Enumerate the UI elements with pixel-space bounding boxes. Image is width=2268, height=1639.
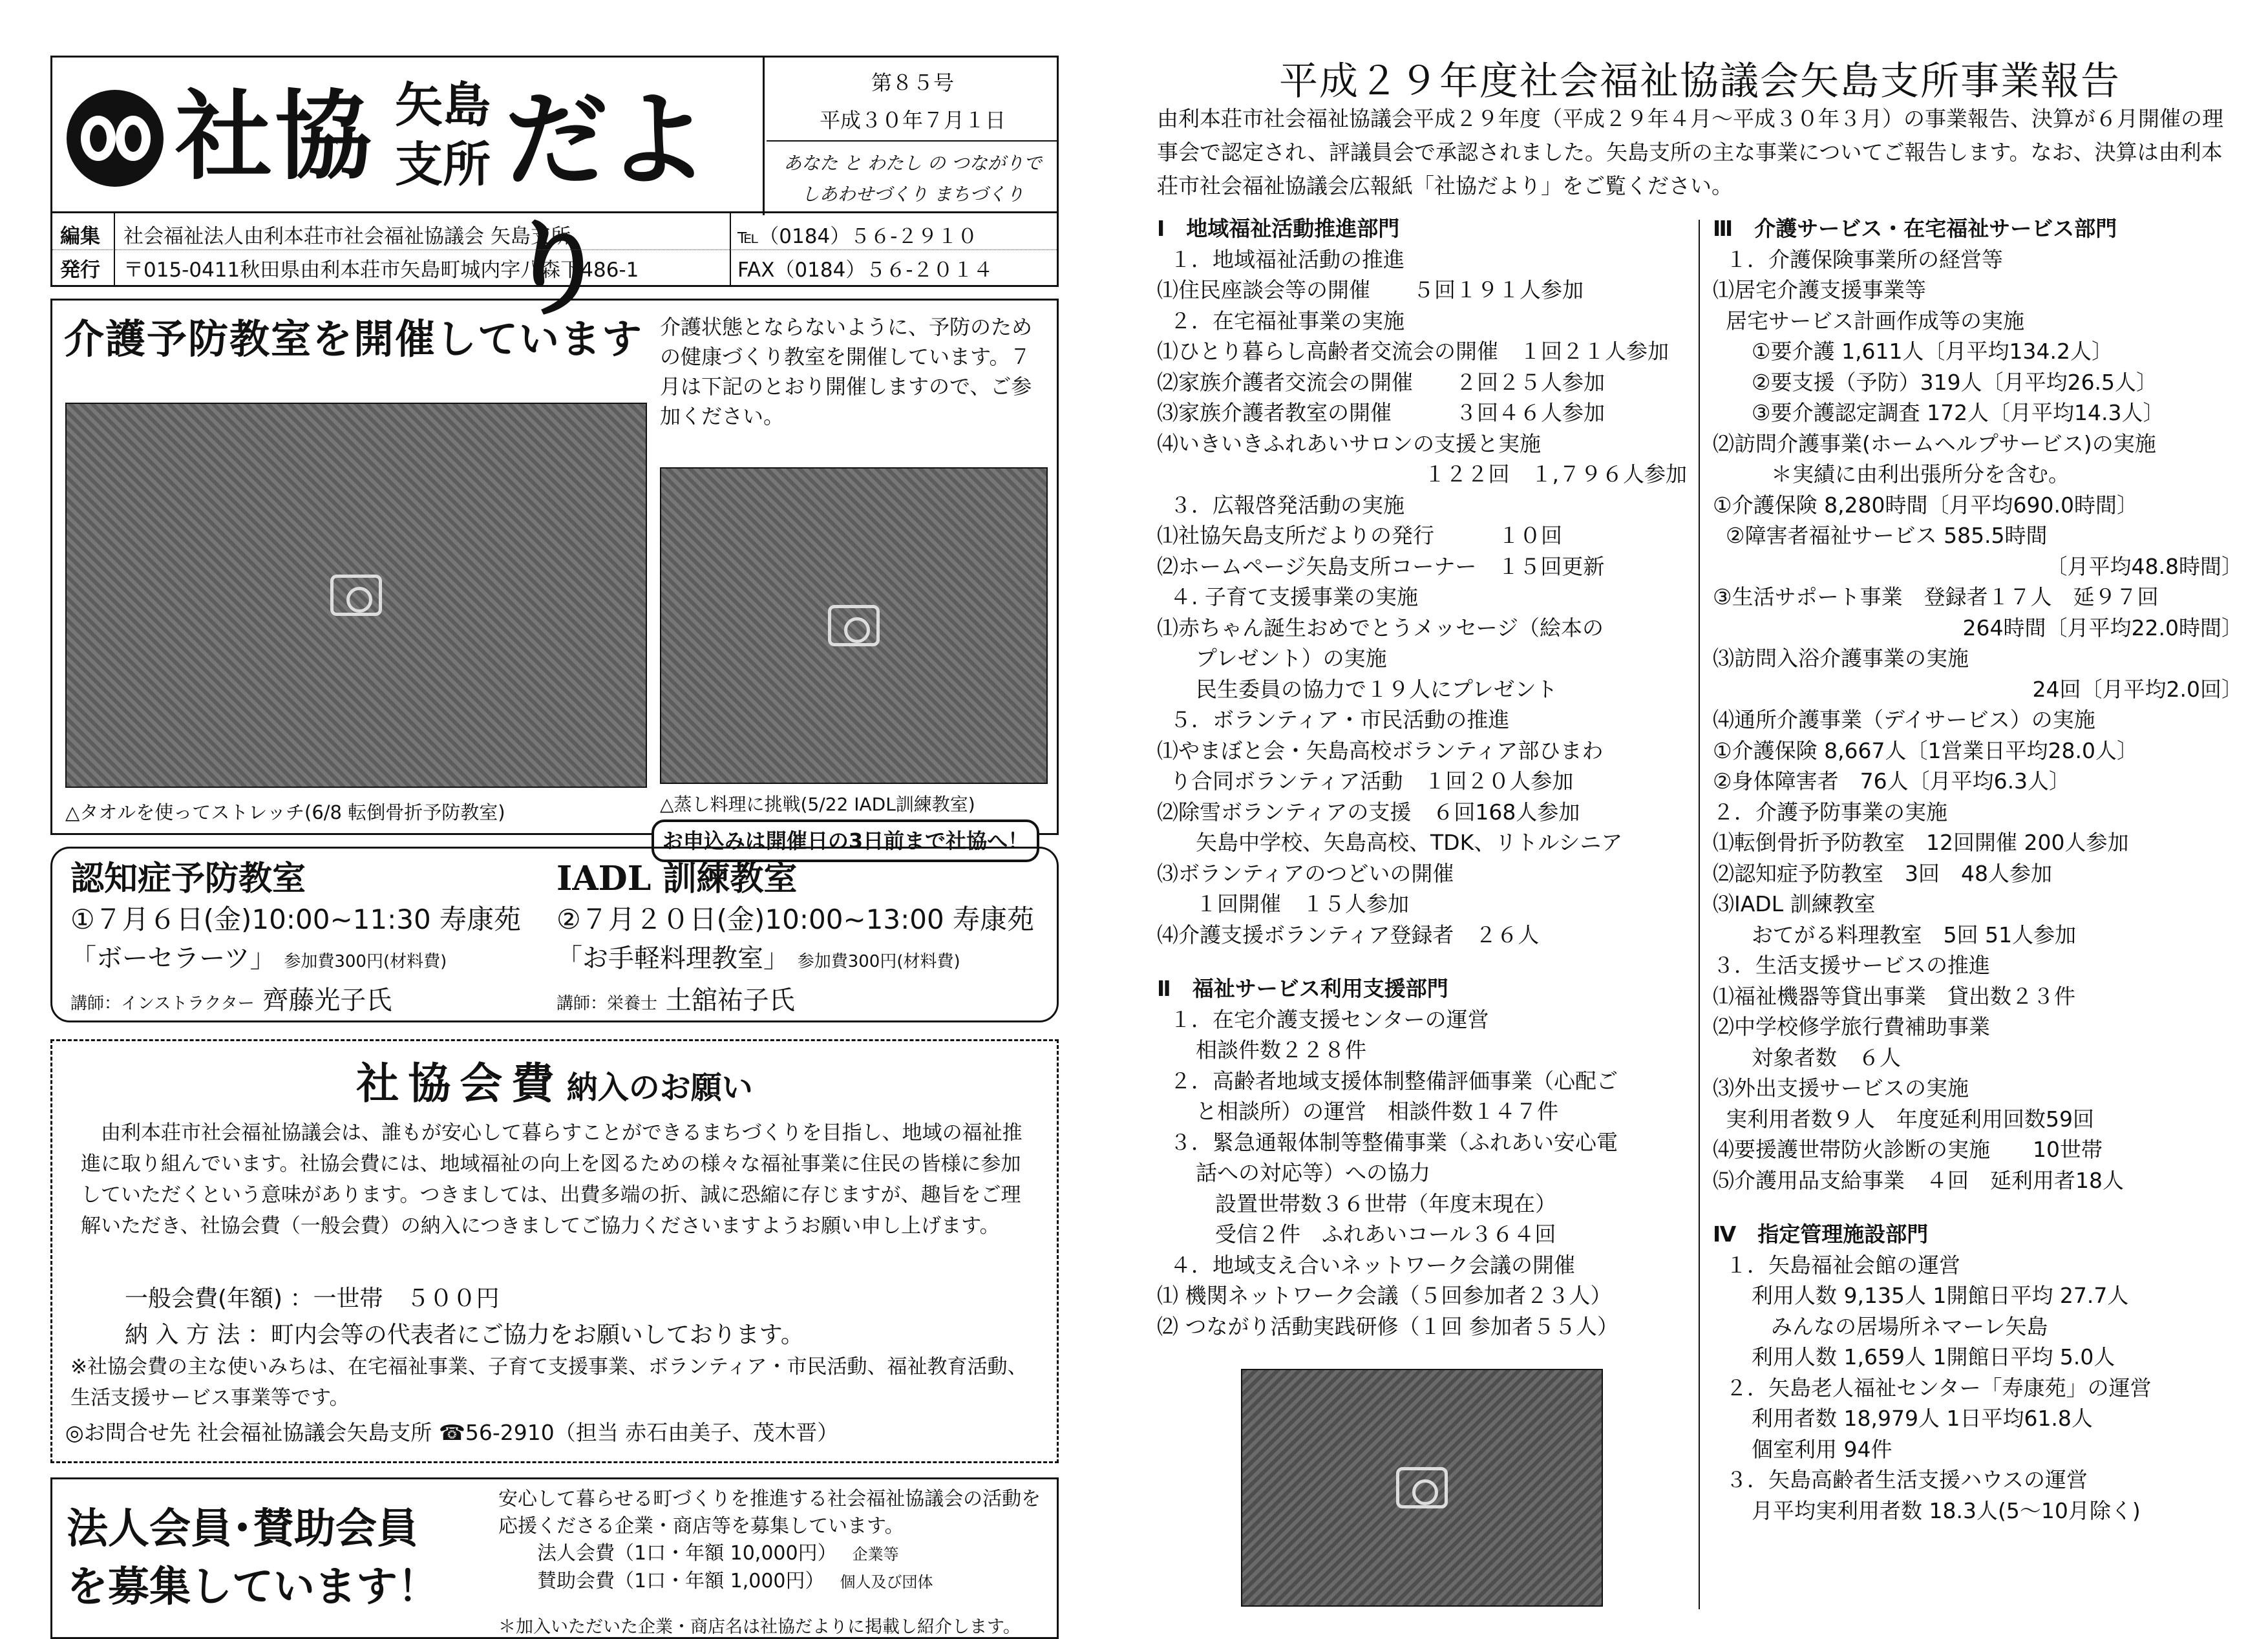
report-line: ⑷いきいきふれあいサロンの支援と実施 — [1157, 430, 1541, 456]
report-line: 264時間〔月平均22.0時間〕 — [1962, 615, 2243, 640]
report-line: ⑶外出支援サービスの実施 — [1713, 1075, 1969, 1101]
kaihi-title: 社協会費 — [356, 1058, 564, 1108]
report-line: ⑷通所介護事業（デイサービス）の実施 — [1713, 707, 2095, 732]
class-course — [556, 939, 1034, 981]
class-fee: 参加費300円(材料費) — [284, 952, 447, 971]
publisher-info — [50, 213, 1059, 287]
report-line: ①介護保険 8,280時間〔月平均690.0時間〕 — [1713, 492, 2139, 518]
report-line: ⑴社協矢島支所だよりの発行 １０回 — [1157, 523, 1562, 548]
report-line: みんなの居場所ネマーレ矢島 — [1771, 1313, 2048, 1339]
member-fee-support-note: 個人及び団体 — [840, 1573, 933, 1591]
report-line: ⑶家族介護者教室の開催 ３回４６人参加 — [1157, 400, 1605, 425]
report-line: ⑵中学校修学旅行費補助事業 — [1713, 1014, 1990, 1039]
photo-icon — [1396, 1467, 1448, 1508]
photo-icon — [330, 575, 382, 616]
class-fee: 参加費300円(材料費) — [797, 952, 960, 971]
class-lecturer-name: 土舘祐子氏 — [665, 986, 795, 1015]
report-line: ２．在宅福祉事業の実施 — [1170, 308, 1404, 333]
report-line: ⑵認知症予防教室 3回 48人参加 — [1713, 860, 2052, 886]
report-intro: 由利本荘市社会福祉協議会平成２９年度（平成２９年４月～平成３０年３月）の事業報告、決算が６月開催の理事会で認定され、評議員会で承認されました。矢島支所の主な事業についてご報告します。なお、決算は由利本荘市社会福祉協議会広報紙「社協だより」をご覧ください。 — [1157, 106, 2223, 198]
report-line: ②身体障害者 76人〔月平均6.3人〕 — [1713, 768, 2071, 794]
class-course-name: 「お手軽料理教室」 — [556, 944, 789, 973]
report-line: ４．地域支え合いネットワーク会議の開催 — [1170, 1252, 1575, 1278]
photo-caption-cooking: △蒸し料理に挑戦(5/22 IADL訓練教室) — [660, 794, 975, 815]
class-course — [70, 939, 521, 981]
issue-address: 〒015-0411秋田県由利本荘市矢島町城内字八森下486-1 — [123, 259, 639, 282]
report-line: ②要支援（予防）319人〔月平均26.5人〕 — [1752, 369, 2158, 395]
member-footnote: ＊加入いただいた企業・商店名は社協だよりに掲載し紹介します。 — [498, 1617, 1021, 1637]
member-heading — [67, 1500, 439, 1616]
report-line: ⑴住民座談会等の開催 ５回１９１人参加 — [1157, 277, 1584, 302]
newsletter-title-dayori: だより — [505, 79, 707, 330]
report-line: 個室利用 94件 — [1752, 1436, 1892, 1462]
cooking-photo — [660, 467, 1048, 784]
report-line: ⑸介護用品支給事業 ４回 延利用者18人 — [1713, 1167, 2124, 1193]
report-section-heading: Ⅱ 福祉サービス利用支援部門 — [1157, 976, 1448, 1001]
member-fee-support — [498, 1568, 1054, 1596]
kaihi-section — [50, 1039, 1059, 1463]
report-line: ３．矢島高齢者生活支援ハウスの運営 — [1726, 1467, 2088, 1492]
class-course-name: 「ボーセラーツ」 — [70, 944, 276, 973]
report-line: ⑷介護支援ボランティア登録者 ２６人 — [1157, 922, 1540, 947]
report-line: ⑵訪問介護事業(ホームヘルプサービス)の実施 — [1713, 430, 2156, 456]
report-line: ②障害者福祉サービス 585.5時間 — [1726, 523, 2048, 548]
meeting-photo — [1241, 1369, 1603, 1607]
report-line: り合同ボランティア活動 １回２０人参加 — [1170, 768, 1574, 794]
report-section-heading: Ⅳ 指定管理施設部門 — [1713, 1221, 1929, 1247]
report-column-1 — [1157, 213, 1687, 1342]
class-lecturer — [556, 981, 1034, 1023]
classes-section — [50, 847, 1059, 1022]
issue-number: 第８５号 — [871, 70, 954, 95]
report-line: ⑴居宅介護支援事業等 — [1713, 277, 1926, 302]
member-fee-corp-text: 法人会費（1口・年額 10,000円） — [537, 1542, 837, 1565]
class-lecturer-role: 講師：インストラクター — [70, 994, 255, 1013]
report-line: ４. 子育て支援事業の実施 — [1170, 584, 1418, 609]
report-line: 民生委員の協力で１９人にプレゼント — [1196, 676, 1558, 702]
report-line: ＊実績に由利出張所分を含む。 — [1771, 461, 2070, 487]
report-title: 平成２９年度社会福祉協議会矢島支所事業報告 — [1279, 59, 2121, 104]
newsletter-branch — [395, 76, 491, 195]
edit-value: 社会福祉法人由利本荘市社会福祉協議会 矢島支所 — [123, 225, 571, 248]
kaigo-body: 介護状態とならないように、予防のための健康づくり教室を開催しています。７月は下記のとおり開催しますので、ご参加ください。 — [660, 315, 1033, 428]
report-line: 利用人数 1,659人 1開館日平均 5.0人 — [1752, 1344, 2115, 1369]
report-line: ⑴赤ちゃん誕生おめでとうメッセージ（絵本の — [1157, 615, 1604, 640]
kaihi-method: 納 入 方 法 ：町内会等の代表者にご協力をお願いしております。 — [125, 1322, 804, 1348]
class-title: IADL 訓練教室 — [556, 859, 798, 898]
class-lecturer-role: 講師：栄養士 — [556, 994, 658, 1013]
report-column-2 — [1713, 213, 2243, 1526]
report-line: ⑶ボランティアのつどいの開催 — [1157, 860, 1454, 886]
report-line: ⑶IADL 訓練教室 — [1713, 891, 1876, 916]
report-line: ⑶訪問入浴介護事業の実施 — [1713, 646, 1969, 671]
photo-icon — [828, 605, 880, 646]
report-line: １．介護保険事業所の経営等 — [1726, 246, 2003, 272]
logo-ring-left — [81, 116, 116, 161]
report-line: ２．介護予防事業の実施 — [1713, 799, 1947, 825]
newsletter-title: 社協 — [175, 79, 375, 193]
report-line — [1713, 1196, 2243, 1219]
report-line: ２．矢島老人福祉センター「寿康苑」の運営 — [1726, 1375, 2152, 1401]
motto-line1: あなた と わたし の つながりで — [783, 153, 1042, 174]
report-line: 矢島中学校、矢島高校、TDK、リトルシニア — [1196, 830, 1623, 855]
class-lecturer-name: 齊藤光子氏 — [262, 986, 392, 1015]
apply-notice: お申込みは開催日の3日前まで社協へ！ — [652, 820, 1039, 862]
report-line: ⑵ホームページ矢島支所コーナー １５回更新 — [1157, 553, 1605, 579]
report-line: ３．生活支援サービスの推進 — [1713, 953, 1990, 978]
logo-ring-right — [116, 116, 151, 161]
class-date: ②７月２０日(金)10:00~13:00 寿康苑 — [556, 904, 1035, 935]
member-fee-support-text: 賛助会費（1口・年額 1,000円） — [537, 1570, 825, 1592]
report-line: と相談所）の運営 相談件数１４７件 — [1196, 1099, 1558, 1124]
motto — [767, 140, 1059, 215]
issue-box — [767, 58, 1059, 215]
member-fee-corp — [498, 1540, 1054, 1568]
class-iadl — [556, 858, 1034, 1023]
motto-line2: しあわせづくり まちづくり — [801, 184, 1024, 205]
report-line: ⑴転倒骨折予防教室 12回開催 200人参加 — [1713, 830, 2129, 855]
kaihi-note: ※社協会費の主な使いみちは、在宅福祉事業、子育て支援事業、ボランティア・市民活動、福祉教育活動、生活支援サービス事業等です。 — [70, 1355, 1028, 1410]
report-line: ⑵除雪ボランティアの支援 ６回168人参加 — [1157, 799, 1580, 825]
report-line: 設置世帯数３６世帯（年度末現在） — [1215, 1190, 1556, 1216]
class-date: ①７月６日(金)10:00~11:30 寿康苑 — [70, 904, 522, 935]
report-line: 月平均実利用者数 18.3人(5～10月除く) — [1752, 1497, 2141, 1523]
class-lecturer — [70, 981, 521, 1023]
class-title: 認知症予防教室 — [70, 859, 306, 898]
report-section-heading: Ⅰ 地域福祉活動推進部門 — [1157, 216, 1400, 241]
kaigo-yobo-section — [50, 299, 1059, 835]
issue-label: 発行 — [60, 259, 100, 282]
member-section — [50, 1477, 1059, 1639]
report-line: １．在宅介護支援センターの運営 — [1170, 1006, 1489, 1032]
report-line: プレゼント）の実施 — [1196, 646, 1387, 671]
member-title2: を募集しています！ — [67, 1563, 439, 1611]
report-line: １．地域福祉活動の推進 — [1170, 246, 1404, 272]
report-line: ⑷要援護世帯防火診断の実施 10世帯 — [1713, 1137, 2103, 1162]
newsletter-branch-line2: 支所 — [395, 137, 491, 193]
member-text: 安心して暮らせる町づくりを推進する社会福祉協議会の活動を応援くださる企業・商店等を募集しています。 — [498, 1488, 1041, 1538]
report-line: １回開催 １５人参加 — [1196, 891, 1409, 916]
member-fee-corp-note: 企業等 — [852, 1545, 899, 1563]
report-line: ①要介護 1,611人〔月平均134.2人〕 — [1752, 339, 2114, 364]
report-line: 利用者数 18,979人 1日平均61.8人 — [1752, 1406, 2093, 1431]
report-line: 実利用者数９人 年度延利用回数59回 — [1726, 1106, 2094, 1132]
report-line: ３．緊急通報体制等整備事業（ふれあい安心電 — [1170, 1129, 1618, 1155]
report-line: ①介護保険 8,667人〔1営業日平均28.0人〕 — [1713, 737, 2139, 763]
report-line: １２２回 １,７９６人参加 — [1424, 461, 1687, 487]
kaigo-title: 介護予防教室を開催しています — [64, 315, 644, 363]
report-line: ⑴ひとり暮らし高齢者交流会の開催 １回２１人参加 — [1157, 339, 1669, 364]
report-line: 対象者数 ６人 — [1752, 1044, 1901, 1070]
report-line: ⑴やまぼと会・矢島高校ボランティア部ひまわ — [1157, 737, 1604, 763]
report-line: ３．広報啓発活動の実施 — [1170, 492, 1404, 518]
kaihi-fee: 一般会費(年額) ：一世帯 ５００円 — [125, 1285, 500, 1312]
issue-date: 平成３０年７月１日 — [819, 108, 1006, 132]
member-title1: 法人会員･賛助会員 — [67, 1505, 418, 1553]
kaihi-heading — [52, 1049, 1057, 1110]
report-line: ⑴福祉機器等貸出事業 貸出数２３件 — [1713, 983, 2075, 1009]
report-line: ⑵家族介護者交流会の開催 ２回２５人参加 — [1157, 369, 1605, 395]
report-line — [1157, 950, 1687, 973]
tel-number: ℡（0184）５６-２９１０ — [737, 225, 978, 248]
report-line: 居宅サービス計画作成等の実施 — [1726, 308, 2024, 333]
report-line: ⑵ つながり活動実践研修（１回 参加者５５人） — [1157, 1313, 1618, 1339]
stretch-photo — [65, 403, 647, 788]
report-line: ５．ボランティア・市民活動の推進 — [1170, 707, 1510, 732]
fax-number: FAX（0184）５６-２０１４ — [737, 259, 993, 282]
report-line: 受信２件 ふれあいコール３６４回 — [1215, 1221, 1556, 1247]
report-line: ③生活サポート事業 登録者１７人 延９７回 — [1713, 584, 2159, 609]
report-line: ２．高齢者地域支援体制整備評価事業（心配ご — [1170, 1068, 1618, 1094]
report-line: 〔月平均48.8時間〕 — [2046, 553, 2243, 579]
class-ninchisho — [70, 858, 521, 1023]
edit-label: 編集 — [60, 225, 100, 248]
report-line: おてがる料理教室 5回 51人参加 — [1752, 922, 2077, 947]
report-line: １．矢島福祉会館の運営 — [1726, 1252, 1960, 1278]
kaihi-contact: ◎お問合せ先 社会福祉協議会矢島支所 ☎56-2910（担当 赤石由美子、茂木晋） — [65, 1420, 839, 1445]
kaihi-title-small: 納入のお願い — [566, 1070, 753, 1106]
report-line: 相談件数２２８件 — [1196, 1037, 1366, 1063]
kaihi-body: 由利本荘市社会福祉協議会は、誰もが安心して暮らすことができるまちづくりを目指し、地域の福祉推進に取り組んでいます。社協会費には、地域福祉の向上を図るための様々な福祉事業に住民の皆様に参加していただくという意味があります。つきましては、出費多端の折、誠に恐縮に存じますが、趣旨をご理解いただき、社協会費（一般会費）の納入につきましてご協力くださいますようお願い申し上げます。 — [81, 1121, 1023, 1238]
report-line: 利用人数 9,135人 1開館日平均 27.7人 — [1752, 1283, 2129, 1308]
report-line: 話への対応等）への協力 — [1196, 1160, 1430, 1185]
column-divider — [1699, 220, 1700, 1609]
photo-caption-stretch: △タオルを使ってストレッチ(6/8 転倒骨折予防教室) — [65, 801, 505, 823]
report-line: 24回〔月平均2.0回〕 — [2032, 676, 2243, 702]
report-line: ⑴ 機関ネットワーク会議（５回参加者２３人） — [1157, 1283, 1612, 1308]
divider — [52, 249, 1057, 250]
newsletter-branch-line1: 矢島 — [395, 78, 491, 133]
shakyo-logo-icon — [67, 90, 164, 187]
report-line: ③要介護認定調査 172人〔月平均14.3人〕 — [1752, 400, 2165, 425]
member-body — [498, 1486, 1054, 1596]
report-section-heading: Ⅲ 介護サービス・在宅福祉サービス部門 — [1713, 216, 2117, 241]
